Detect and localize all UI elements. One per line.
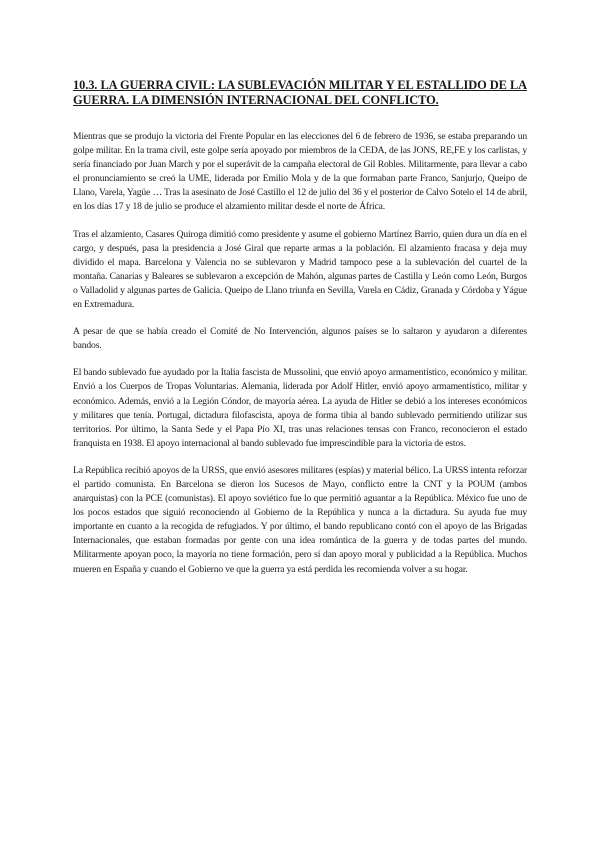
paragraph-bando-sublevado: El bando sublevado fue ayudado por la Italia fascista de Mussolini, que envió apoyo armamentístico, económico y militar. Envió a los Cuerpos de Tropas Voluntarias. Alemania, liderada por Adolf Hitler, envió apoyo armamentístico, militar y económico. Además, envió a la Legión Cóndor, de mayoría aérea. La ayuda de Hitler se debió a los intereses económicos y militares que tenía. Portugal, dictadura filofascista, apoya de forma tibia al bando sublevado permitiendo utilizar sus territorios. Por último, la Santa Sede y el Papa Pío XI, tras unas relaciones tensas con Franco, reconocieron el estado franquista en 1938. El apoyo internacional al bando sublevado fue imprescindible para la victoria de estos.	[73, 367, 527, 449]
paragraph-no-intervencion: A pesar de que se había creado el Comité de No Intervención, algunos países se lo saltaron y ayudaron a diferentes bandos.	[73, 326, 527, 352]
paragraph-republica: La República recibió apoyos de la URSS, que envió asesores militares (espías) y material bélico. La URSS intenta reforzar el partido comunista. En Barcelona se dieron los Sucesos de Mayo, conflicto entre la CNT y la POUM (ambos anarquistas) con la PCE (comunistas). El apoyo soviético fue lo que permitió aguantar a la República. México fue uno de los pocos estados que siguió reconociendo al Gobierno de la República y nunca a la dictadura. Su ayuda fue muy importante en cuanto a la recogida de refugiados. Y por último, el bando republicano contó con el apoyo de las Brigadas Internacionales, que estaban formadas por gente con una idea romántica de la guerra y de todas partes del mundo. Militarmente apoyan poco, la mayoría no tiene formación, pero sí dan apoyo moral y publicidad a la República. Muchos mueren en España y cuando el Gobierno ve que la guerra ya está perdida les recomienda volver a su hogar.	[73, 464, 527, 575]
paragraph-golpe-militar: Mientras que se produjo la victoria del Frente Popular en las elecciones del 6 de febrero de 1936, se estaba preparando un golpe militar. En la trama civil, este golpe sería apoyado por miembros de la CEDA, de las JONS, RE,FE y los carlistas, y sería financiado por Juan March y por el superávit de la campaña electoral de Gil Robles. Militarmente, para llevar a cabo el pronunciamiento se creó la UME, liderada por Emilio Mola y de la que formaban parte Franco, Sanjurjo, Queipo de Llano, Varela, Yagüe … Tras la asesinato de José Castillo el 12 de julio del 36 y el posterior de Calvo Sotelo el 14 de abril, en los días 17 y 18 de julio se produce el alzamiento militar desde el norte de África.	[73, 131, 527, 213]
document-title: 10.3. LA GUERRA CIVIL: LA SUBLEVACIÓN MILITAR Y EL ESTALLIDO DE LA GUERRA. LA DIMENSIÓN INTERNACIONAL DEL CONFLICTO.	[73, 78, 527, 107]
document-body	[73, 78, 527, 590]
paragraph-alzamiento: Tras el alzamiento, Casares Quiroga dimitió como presidente y asume el gobierno Martínez Barrio, quien dura un día en el cargo, y después, pasa la presidencia a José Giral que reparte armas a la población. El alzamiento fracasa y deja muy dividido el mapa. Barcelona y Valencia no se sublevaron y Madrid tampoco pese a la sublevación del cuartel de la montaña. Canarias y Baleares se sublevaron a excepción de Mahón, algunas partes de Castilla y León como León, Burgos o Valladolid y algunas partes de Galicia. Queipo de Llano triunfa en Sevilla, Varela en Cádiz, Granada y Córdoba y Yágue en Extremadura.	[73, 228, 527, 311]
